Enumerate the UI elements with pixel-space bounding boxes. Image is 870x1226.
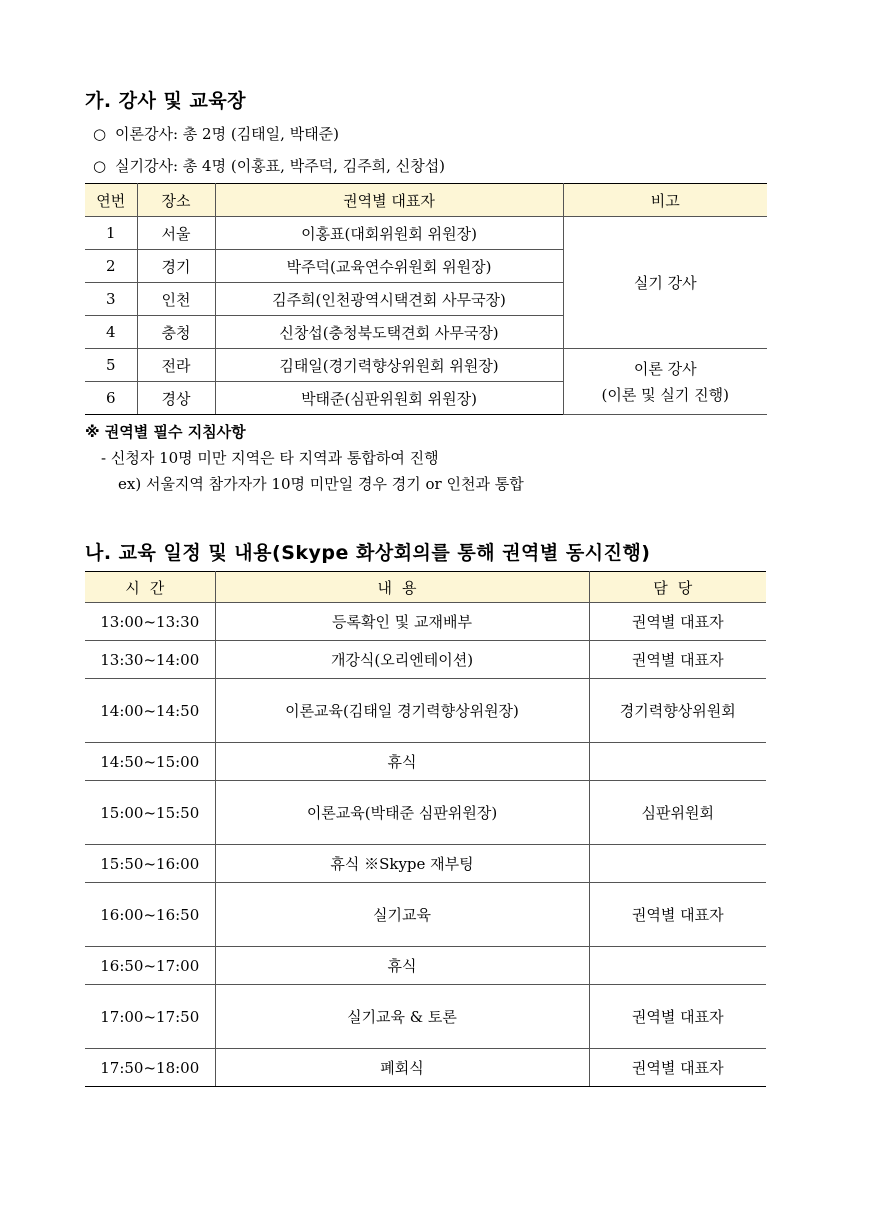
- cell-content: 등록확인 및 교재배부: [215, 603, 589, 641]
- cell-content: 이론교육(박태준 심판위원장): [215, 781, 589, 845]
- cell-time: 16:50~17:00: [85, 947, 215, 985]
- notice-line-2: ex) 서울지역 참가자가 10명 미만일 경우 경기 or 인천과 통합: [118, 475, 524, 493]
- table-row: [85, 1049, 766, 1087]
- cell-content: 실기교육: [215, 883, 589, 947]
- cell-remark-theory: [563, 349, 767, 415]
- cell-representative: 박주덕(교육연수위원회 위원장): [215, 250, 563, 283]
- cell-in-charge: [589, 947, 766, 985]
- cell-place: 경상: [137, 382, 215, 415]
- cell-time: 17:50~18:00: [85, 1049, 215, 1087]
- cell-place: 인천: [137, 283, 215, 316]
- cell-content: 휴식: [215, 947, 589, 985]
- cell-in-charge: [589, 845, 766, 883]
- cell-no: 1: [85, 217, 137, 250]
- cell-content: 휴식: [215, 743, 589, 781]
- bullet-text: 실기강사: 총 4명 (이홍표, 박주덕, 김주희, 신창섭): [115, 157, 446, 175]
- cell-no: 5: [85, 349, 137, 382]
- remark-theory-line-2: (이론 및 실기 진행): [601, 385, 729, 404]
- cell-in-charge: 경기력향상위원회: [589, 679, 766, 743]
- cell-no: 2: [85, 250, 137, 283]
- cell-time: 17:00~17:50: [85, 985, 215, 1049]
- schedule-table: [85, 571, 766, 1087]
- table-row: [85, 947, 766, 985]
- cell-in-charge: 권역별 대표자: [589, 1049, 766, 1087]
- section-b-heading: 나. 교육 일정 및 내용(Skype 화상회의를 통해 권역별 동시진행): [85, 542, 651, 564]
- cell-content: 개강식(오리엔테이션): [215, 641, 589, 679]
- table-row: [85, 679, 766, 743]
- cell-representative: 김주희(인천광역시택견회 사무국장): [215, 283, 563, 316]
- cell-place: 전라: [137, 349, 215, 382]
- cell-place: 충청: [137, 316, 215, 349]
- cell-representative: 박태준(심판위원회 위원장): [215, 382, 563, 415]
- table-row: [85, 641, 766, 679]
- table-row: [85, 603, 766, 641]
- cell-time: 13:00~13:30: [85, 603, 215, 641]
- table-row: [85, 743, 766, 781]
- cell-time: 15:00~15:50: [85, 781, 215, 845]
- cell-content: 실기교육 & 토론: [215, 985, 589, 1049]
- table-row: [85, 985, 766, 1049]
- cell-time: 14:00~14:50: [85, 679, 215, 743]
- remark-theory-line-1: 이론 강사: [633, 359, 697, 378]
- instructor-venue-table: [85, 183, 767, 415]
- column-header-content: 내용: [215, 572, 589, 603]
- column-header-remarks: 비고: [563, 184, 767, 217]
- cell-in-charge: 권역별 대표자: [589, 641, 766, 679]
- column-header-in-charge: 담당: [589, 572, 766, 603]
- cell-no: 4: [85, 316, 137, 349]
- cell-no: 3: [85, 283, 137, 316]
- cell-in-charge: 권역별 대표자: [589, 985, 766, 1049]
- cell-no: 6: [85, 382, 137, 415]
- table-row: [85, 781, 766, 845]
- cell-in-charge: 심판위원회: [589, 781, 766, 845]
- table-row: [85, 217, 767, 250]
- cell-representative: 신창섭(충청북도택견회 사무국장): [215, 316, 563, 349]
- cell-time: 16:00~16:50: [85, 883, 215, 947]
- table-row: [85, 349, 767, 382]
- column-header-representative: 권역별 대표자: [215, 184, 563, 217]
- cell-remark-practical: 실기 강사: [563, 217, 767, 349]
- cell-representative: 김태일(경기력향상위원회 위원장): [215, 349, 563, 382]
- cell-content: 폐회식: [215, 1049, 589, 1087]
- table-row: [85, 883, 766, 947]
- cell-representative: 이홍표(대회위원회 위원장): [215, 217, 563, 250]
- notice-title: ※ 권역별 필수 지침사항: [85, 423, 246, 441]
- bullet-practical-instructors: [93, 155, 445, 176]
- cell-time: 14:50~15:00: [85, 743, 215, 781]
- cell-in-charge: 권역별 대표자: [589, 883, 766, 947]
- table-row: [85, 845, 766, 883]
- cell-time: 15:50~16:00: [85, 845, 215, 883]
- section-a-heading: 가. 강사 및 교육장: [85, 90, 247, 112]
- cell-in-charge: [589, 743, 766, 781]
- cell-place: 경기: [137, 250, 215, 283]
- cell-in-charge: 권역별 대표자: [589, 603, 766, 641]
- column-header-no: 연번: [85, 184, 137, 217]
- circle-bullet-icon: ○: [93, 125, 107, 143]
- table-header-row: [85, 184, 767, 217]
- column-header-time: 시간: [85, 572, 215, 603]
- bullet-text: 이론강사: 총 2명 (김태일, 박태준): [115, 125, 340, 143]
- column-header-place: 장소: [137, 184, 215, 217]
- cell-time: 13:30~14:00: [85, 641, 215, 679]
- cell-content: 휴식 ※Skype 재부팅: [215, 845, 589, 883]
- cell-content: 이론교육(김태일 경기력향상위원장): [215, 679, 589, 743]
- notice-line-1: - 신청자 10명 미만 지역은 타 지역과 통합하여 진행: [101, 449, 439, 467]
- circle-bullet-icon: ○: [93, 157, 107, 175]
- table-header-row: [85, 572, 766, 603]
- cell-place: 서울: [137, 217, 215, 250]
- bullet-theory-instructors: [93, 123, 339, 144]
